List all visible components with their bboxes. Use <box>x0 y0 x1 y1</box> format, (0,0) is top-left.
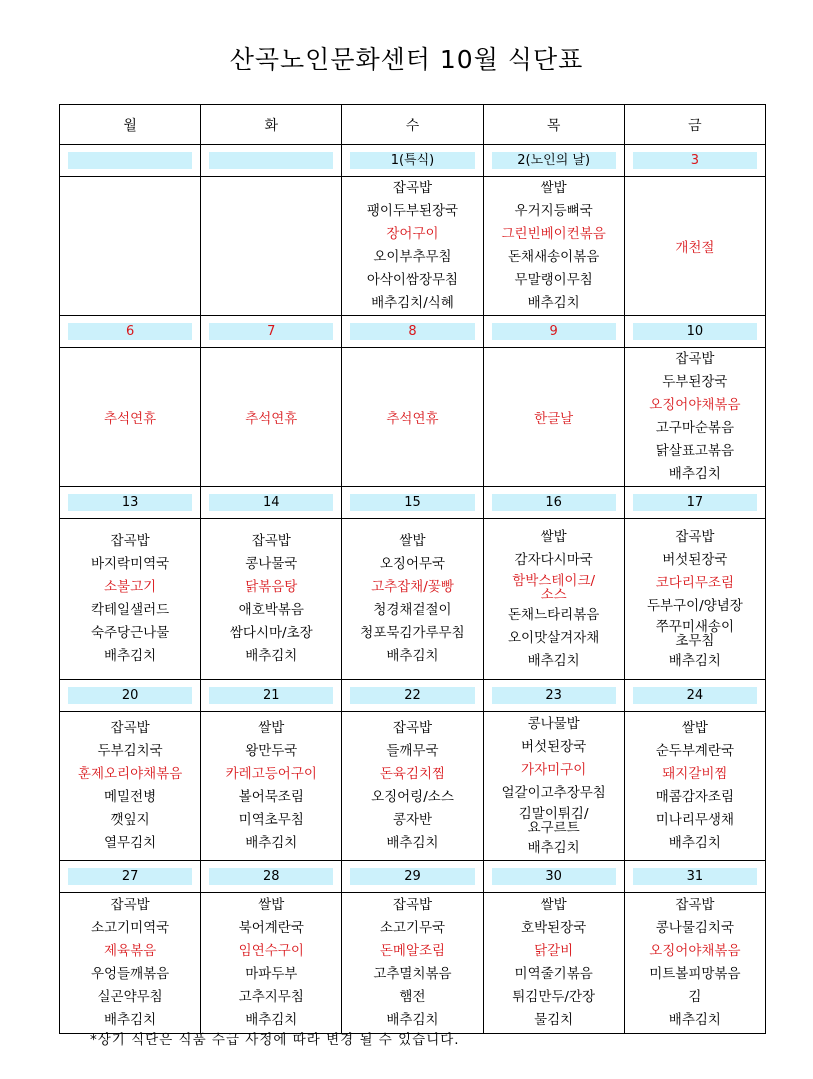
menu-cell <box>483 519 624 680</box>
menu-cell <box>624 893 765 1034</box>
date-cell <box>624 680 765 712</box>
menu-item: 잡곡밥 <box>110 720 150 736</box>
weekday-header: 목 <box>483 105 624 145</box>
date-cell <box>201 487 342 519</box>
menu-item: 잡곡밥 <box>392 897 433 913</box>
menu-cell <box>624 519 765 680</box>
date-label: 14 <box>209 494 333 511</box>
date-label: 10 <box>633 323 757 340</box>
holiday-label: 추석연휴 <box>245 411 298 427</box>
menu-item: 콩나물김치국 <box>655 920 734 936</box>
menu-row <box>60 177 766 316</box>
menu-item: 청경채겉절이 <box>373 602 452 618</box>
menu-item: 애호박볶음 <box>238 602 304 618</box>
main-dish-item: 함박스테이크/ 소스 <box>512 572 596 603</box>
date-cell <box>342 680 483 712</box>
menu-cell <box>342 348 483 487</box>
menu-cell <box>60 348 201 487</box>
menu-cell <box>201 177 342 316</box>
menu-item: 쌀밥 <box>540 528 567 545</box>
menu-item: 물김치 <box>534 1012 574 1028</box>
date-cell <box>201 680 342 712</box>
date-label: 8 <box>350 323 474 340</box>
main-dish-item: 고추잡채/꽃빵 <box>371 579 454 595</box>
date-row <box>60 680 766 712</box>
date-cell <box>60 680 201 712</box>
menu-table <box>59 104 766 1034</box>
menu-item: 호박된장국 <box>521 920 587 936</box>
date-label: 2(노인의 날) <box>492 152 616 169</box>
menu-item: 배추김치 <box>245 835 298 851</box>
date-cell <box>60 145 201 177</box>
menu-item: 미역초무침 <box>238 812 304 828</box>
menu-item: 두부김치국 <box>97 743 163 759</box>
date-label: 7 <box>209 323 333 340</box>
menu-item: 닭살표고볶음 <box>655 443 734 459</box>
menu-item: 얼갈이고추장무침 <box>501 784 606 801</box>
date-cell <box>201 861 342 893</box>
menu-item: 돈채느타리볶음 <box>508 606 600 623</box>
menu-item: 쌀밥 <box>540 897 567 913</box>
menu-item: 고추지무침 <box>238 989 304 1005</box>
main-dish-item: 임연수구이 <box>238 943 304 959</box>
date-cell <box>60 316 201 348</box>
menu-row <box>60 893 766 1034</box>
menu-row <box>60 348 766 487</box>
menu-item: 배추김치 <box>668 466 721 482</box>
menu-item: 버섯된장국 <box>521 738 587 755</box>
menu-cell <box>483 177 624 316</box>
date-cell <box>483 680 624 712</box>
menu-item: 쌀밥 <box>540 180 567 196</box>
menu-item: 왕만두국 <box>245 743 298 759</box>
menu-item: 김말이튀김/ 요구르트 <box>518 805 589 836</box>
menu-item: 미나리무생채 <box>655 812 734 828</box>
menu-cell <box>483 712 624 861</box>
menu-item: 고구마순볶음 <box>655 420 734 436</box>
date-cell <box>201 316 342 348</box>
menu-item: 북어계란국 <box>238 920 304 936</box>
footnote: *상기 식단은 식품 수급 사정에 따라 변경 될 수 있습니다. <box>90 1032 460 1048</box>
menu-item: 잡곡밥 <box>392 180 433 196</box>
menu-item: 오징어링/소스 <box>371 789 454 805</box>
date-label: 17 <box>633 494 757 511</box>
menu-item: 배추김치 <box>245 1012 298 1028</box>
menu-item: 쌀밥 <box>681 720 708 736</box>
menu-item: 깻잎지 <box>110 812 150 828</box>
date-label: 3 <box>633 152 757 169</box>
main-dish-item: 소불고기 <box>104 579 157 595</box>
menu-item: 잡곡밥 <box>675 528 715 545</box>
menu-item: 청포묵김가루무침 <box>360 625 465 641</box>
date-cell <box>483 316 624 348</box>
menu-item: 배추김치 <box>668 1012 721 1028</box>
menu-item: 미트볼피망볶음 <box>649 966 741 982</box>
menu-item: 칵테일샐러드 <box>90 602 170 618</box>
date-label: 22 <box>350 687 474 704</box>
menu-item: 배추김치 <box>386 648 439 664</box>
date-cell <box>342 145 483 177</box>
menu-cell <box>342 712 483 861</box>
menu-item: 팽이두부된장국 <box>366 203 459 219</box>
menu-item: 소고기미역국 <box>90 920 170 936</box>
date-cell <box>342 316 483 348</box>
menu-cell <box>342 177 483 316</box>
menu-cell <box>60 519 201 680</box>
main-dish-item: 오징어야채볶음 <box>649 397 741 413</box>
main-dish-item: 돈메알조림 <box>379 943 446 959</box>
weekday-header: 월 <box>60 105 201 145</box>
menu-cell <box>483 348 624 487</box>
date-label: 20 <box>68 687 192 704</box>
menu-item: 배추김치 <box>668 835 721 851</box>
date-cell <box>624 487 765 519</box>
menu-item: 쌀밥 <box>258 720 285 736</box>
main-dish-item: 가자미구이 <box>521 761 587 778</box>
menu-item: 순두부계란국 <box>655 743 734 759</box>
date-cell <box>342 487 483 519</box>
menu-item: 메밀전병 <box>104 789 157 805</box>
date-cell <box>60 861 201 893</box>
menu-cell <box>60 712 201 861</box>
menu-item: 두부구이/양념장 <box>646 597 743 614</box>
menu-item: 아삭이쌈장무침 <box>366 272 459 288</box>
menu-cell <box>483 893 624 1034</box>
menu-item: 돈채새송이볶음 <box>508 249 600 265</box>
menu-item: 숙주당근나물 <box>90 625 170 641</box>
date-cell <box>483 487 624 519</box>
menu-item: 튀김만두/간장 <box>512 989 596 1005</box>
date-cell <box>201 145 342 177</box>
menu-item: 고추멸치볶음 <box>373 966 452 982</box>
menu-item: 우거지등뼈국 <box>514 203 593 219</box>
main-dish-item: 그린빈베이컨볶음 <box>501 226 606 242</box>
main-dish-item: 닭갈비 <box>534 943 574 959</box>
menu-cell <box>624 712 765 861</box>
menu-item: 미역줄기볶음 <box>514 966 593 982</box>
menu-item: 배추김치 <box>386 1012 439 1028</box>
main-dish-item: 카레고등어구이 <box>225 766 317 782</box>
date-label: 9 <box>492 323 616 340</box>
menu-item: 들깨무국 <box>386 743 439 759</box>
weekday-header: 금 <box>624 105 765 145</box>
date-label: 16 <box>492 494 616 511</box>
date-cell <box>624 145 765 177</box>
menu-item: 쌀밥 <box>258 897 285 913</box>
holiday-label: 한글날 <box>534 411 574 427</box>
date-row <box>60 861 766 893</box>
menu-item: 배추김치 <box>668 652 721 669</box>
menu-cell <box>624 348 765 487</box>
date-label: 13 <box>68 494 192 511</box>
menu-item: 쭈꾸미새송이 초무침 <box>655 618 734 649</box>
date-label <box>68 152 192 169</box>
menu-item: 배추김치 <box>527 295 580 311</box>
page-title: 산곡노인문화센터 10월 식단표 <box>229 45 584 74</box>
menu-cell <box>60 893 201 1034</box>
menu-item: 쌀밥 <box>399 533 426 549</box>
date-row <box>60 487 766 519</box>
date-cell <box>483 861 624 893</box>
date-label <box>209 152 333 169</box>
menu-item: 잡곡밥 <box>110 897 150 913</box>
menu-cell <box>624 177 765 316</box>
main-dish-item: 제육볶음 <box>104 943 157 959</box>
date-label: 1(특식) <box>350 152 474 169</box>
main-dish-item: 돈육김치찜 <box>379 766 446 782</box>
menu-item: 배추김치 <box>245 648 298 664</box>
menu-item: 두부된장국 <box>662 374 728 390</box>
main-dish-item: 오징어야채볶음 <box>649 943 741 959</box>
menu-item: 콩자반 <box>392 812 433 828</box>
date-row <box>60 316 766 348</box>
menu-item: 우엉들깨볶음 <box>90 966 170 982</box>
date-label: 27 <box>68 868 192 885</box>
main-dish-item: 돼지갈비찜 <box>662 766 728 782</box>
main-dish-item: 훈제오리야채볶음 <box>77 766 183 782</box>
date-label: 15 <box>350 494 474 511</box>
menu-item: 오이부추무침 <box>373 249 452 265</box>
menu-item: 바지락미역국 <box>90 556 170 572</box>
weekday-header-row <box>60 105 766 145</box>
menu-cell <box>201 893 342 1034</box>
menu-item: 잡곡밥 <box>392 720 433 736</box>
menu-item: 무말랭이무침 <box>514 272 593 288</box>
menu-row <box>60 519 766 680</box>
weekday-header: 화 <box>201 105 342 145</box>
date-cell <box>624 861 765 893</box>
main-dish-item: 코다리무조림 <box>655 574 734 591</box>
menu-item: 잡곡밥 <box>110 533 150 549</box>
menu-item: 마파두부 <box>245 966 298 982</box>
date-label: 24 <box>633 687 757 704</box>
date-cell <box>60 487 201 519</box>
menu-item: 잡곡밥 <box>251 533 291 549</box>
menu-item: 매콤감자조림 <box>655 789 734 805</box>
menu-item: 볼어묵조림 <box>238 789 304 805</box>
date-label: 28 <box>209 868 333 885</box>
date-label: 31 <box>633 868 757 885</box>
menu-item: 버섯된장국 <box>662 551 728 568</box>
menu-item: 잡곡밥 <box>675 897 715 913</box>
main-dish-item: 장어구이 <box>386 226 439 242</box>
menu-item: 오징어무국 <box>379 556 446 572</box>
menu-item: 콩나물밥 <box>527 715 580 732</box>
menu-item: 햄전 <box>399 989 426 1005</box>
date-label: 29 <box>350 868 474 885</box>
menu-item: 쌈다시마/초장 <box>229 625 313 641</box>
menu-item: 감자다시마국 <box>514 551 593 568</box>
menu-cell <box>201 348 342 487</box>
date-cell <box>624 316 765 348</box>
menu-cell <box>201 519 342 680</box>
menu-item: 잡곡밥 <box>675 351 715 367</box>
date-label: 21 <box>209 687 333 704</box>
date-cell <box>483 145 624 177</box>
menu-item: 배추김치 <box>104 648 157 664</box>
menu-item: 배추김치 <box>386 835 439 851</box>
menu-item: 배추김치 <box>527 652 580 669</box>
weekday-header: 수 <box>342 105 483 145</box>
main-dish-item: 닭볶음탕 <box>245 579 298 595</box>
date-cell <box>342 861 483 893</box>
menu-cell <box>60 177 201 316</box>
menu-item: 김 <box>688 989 702 1005</box>
menu-item: 콩나물국 <box>245 556 298 572</box>
menu-item: 배추김치 <box>104 1012 157 1028</box>
date-label: 23 <box>492 687 616 704</box>
menu-item: 오이맛살겨자채 <box>508 629 600 646</box>
holiday-label: 추석연휴 <box>104 411 157 427</box>
menu-item: 소고기무국 <box>379 920 446 936</box>
date-label: 6 <box>68 323 192 340</box>
menu-cell <box>342 519 483 680</box>
menu-item: 실곤약무침 <box>97 989 163 1005</box>
menu-item: 배추김치 <box>527 839 580 856</box>
menu-row <box>60 712 766 861</box>
holiday-label: 개천절 <box>675 240 715 256</box>
menu-item: 배추김치/식혜 <box>371 295 454 311</box>
menu-cell <box>201 712 342 861</box>
holiday-label: 추석연휴 <box>386 411 439 427</box>
menu-item: 열무김치 <box>104 835 157 851</box>
date-row <box>60 145 766 177</box>
menu-cell <box>342 893 483 1034</box>
date-label: 30 <box>492 868 616 885</box>
